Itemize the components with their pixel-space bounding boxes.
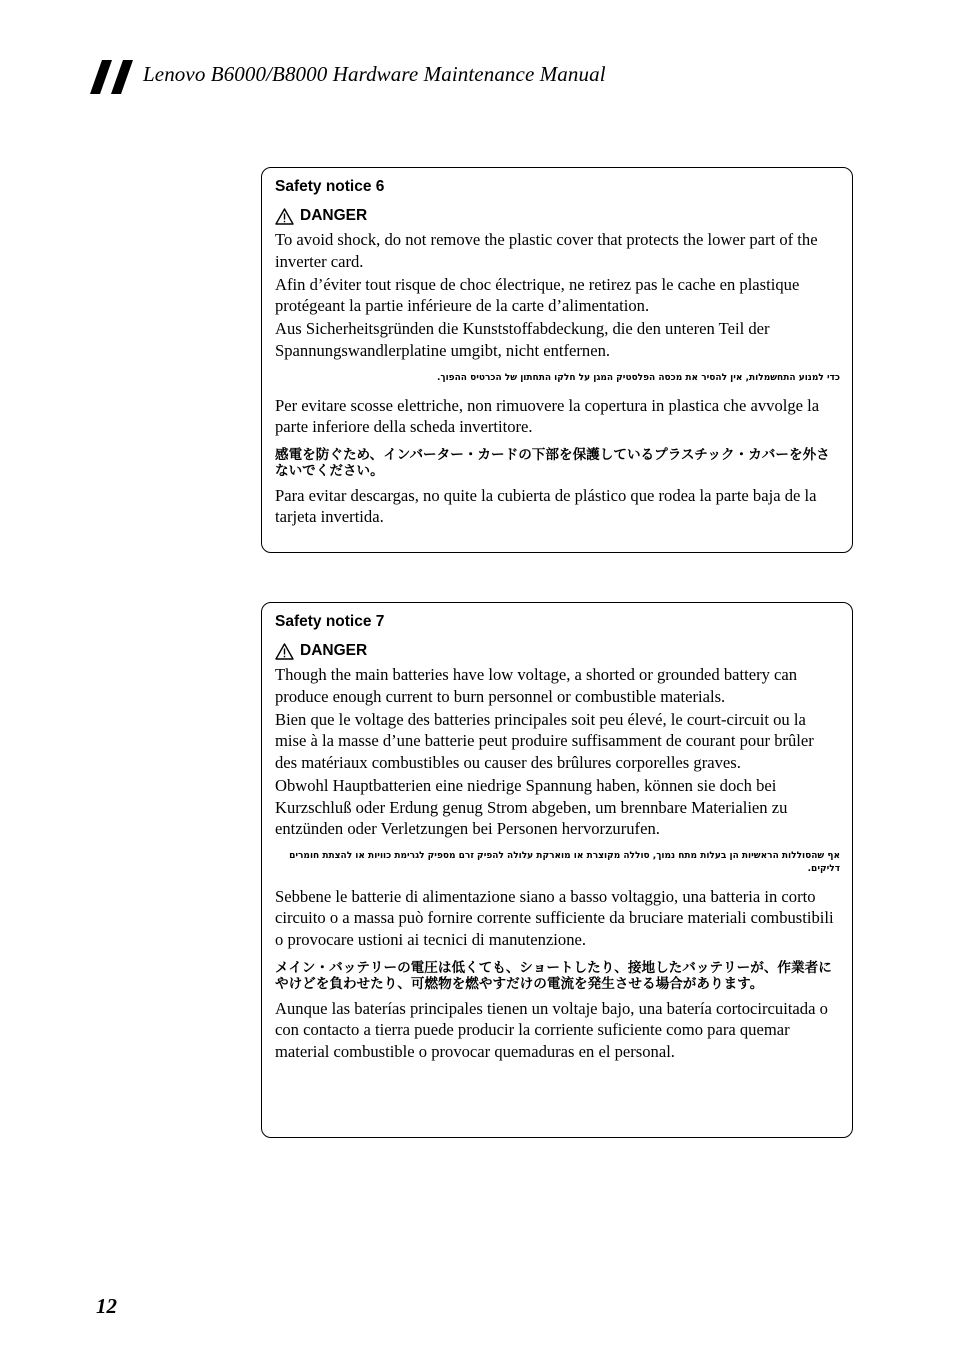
double-slash-mark-icon: [90, 60, 136, 94]
notice-text-es: Aunque las baterías principales tienen un voltaje bajo, una batería cortocircuitada o con contacto a tierra puede producir la corriente suficiente como para quemar material combustible o provocar quemaduras en el personal.: [275, 998, 828, 1061]
notice-text-es: Para evitar descargas, no quite la cubierta de plástico que rodea la parte baja de la tarjeta invertida.: [275, 485, 817, 527]
warning-triangle-icon: [275, 208, 294, 225]
notice-text-it: Sebbene le batterie di alimentazione siano a basso voltaggio, una batteria in corto circuito o a massa può fornire corrente sufficiente da bruciare materiali combustibili o provocare ustioni ai tecnici di manutenzione.: [275, 886, 834, 949]
danger-label: DANGER: [300, 207, 368, 224]
warning-triangle-icon: [275, 643, 294, 660]
danger-heading: [275, 641, 840, 661]
notice-text-fr: Bien que le voltage des batteries principales soit peu élevé, le court-circuit ou la mise à la masse d’une batterie peut produire suffisamment de courant pour brûler des matériaux combustibles ou causer des brûlures corporelles graves.: [275, 709, 814, 772]
notice-text-he: אף שהסוללות הראשיות הן בעלות מתח נמוך, סוללה מקוצרת או מוארקת עלולה להפיק זרם מספיק לגרימת כוויות או להצתת חומרים דליקים.: [289, 850, 840, 874]
notice-text-de: Obwohl Hauptbatterien eine niedrige Spannung haben, können sie doch bei Kurzschluß oder Erdung genug Strom abgeben, um brennbare Materialien zu entzünden oder Verletzungen bei Personen hervorzurufen.: [275, 775, 788, 839]
notice-text-ja: メイン・バッテリーの電圧は低くても、ショートしたり、接地したバッテリーが、作業者にやけどを負わせたり、可燃物を燃やすだけの電流を発生させる場合があります。: [275, 959, 832, 992]
notice-title: Safety notice 7: [275, 613, 385, 630]
notice-title: Safety notice 6: [275, 178, 385, 195]
notice-text-de: Aus Sicherheitsgründen die Kunststoffabdeckung, die den unteren Teil der Spannungswandlerplatine umgibt, nicht entfernen.: [275, 319, 770, 360]
safety-notice-7-box: [261, 602, 853, 1138]
danger-label: DANGER: [300, 642, 368, 659]
notice-text-ja: 感電を防ぐため、インバーター・カードの下部を保護しているプラスチック・カバーを外さないでください。: [275, 446, 830, 479]
page-number: 12: [96, 1294, 117, 1318]
notice-text-it: Per evitare scosse elettriche, non rimuovere la copertura in plastica che avvolge la parte inferiore della scheda invertitore.: [275, 395, 820, 437]
notice-text-en: To avoid shock, do not remove the plastic cover that protects the lower part of the inverter card.: [275, 230, 818, 271]
page-header-title: Lenovo B6000/B8000 Hardware Maintenance Manual: [143, 62, 606, 86]
notice-text-he: כדי למנוע התחשמלות, אין להסיר את מכסה הפלסטיק המגן על חלקו התחתון של הכרטיס ההפוך.: [436, 372, 840, 383]
safety-notice-6-box: [261, 167, 853, 553]
notice-text-en: Though the main batteries have low voltage, a shorted or grounded battery can produce enough current to burn personnel or combustible materials.: [275, 665, 798, 706]
notice-text-fr: Afin d’éviter tout risque de choc électrique, ne retirez pas le cache en plastique protégeant la partie inférieure de la carte d’alimentation.: [275, 274, 800, 316]
danger-heading: [275, 206, 840, 226]
